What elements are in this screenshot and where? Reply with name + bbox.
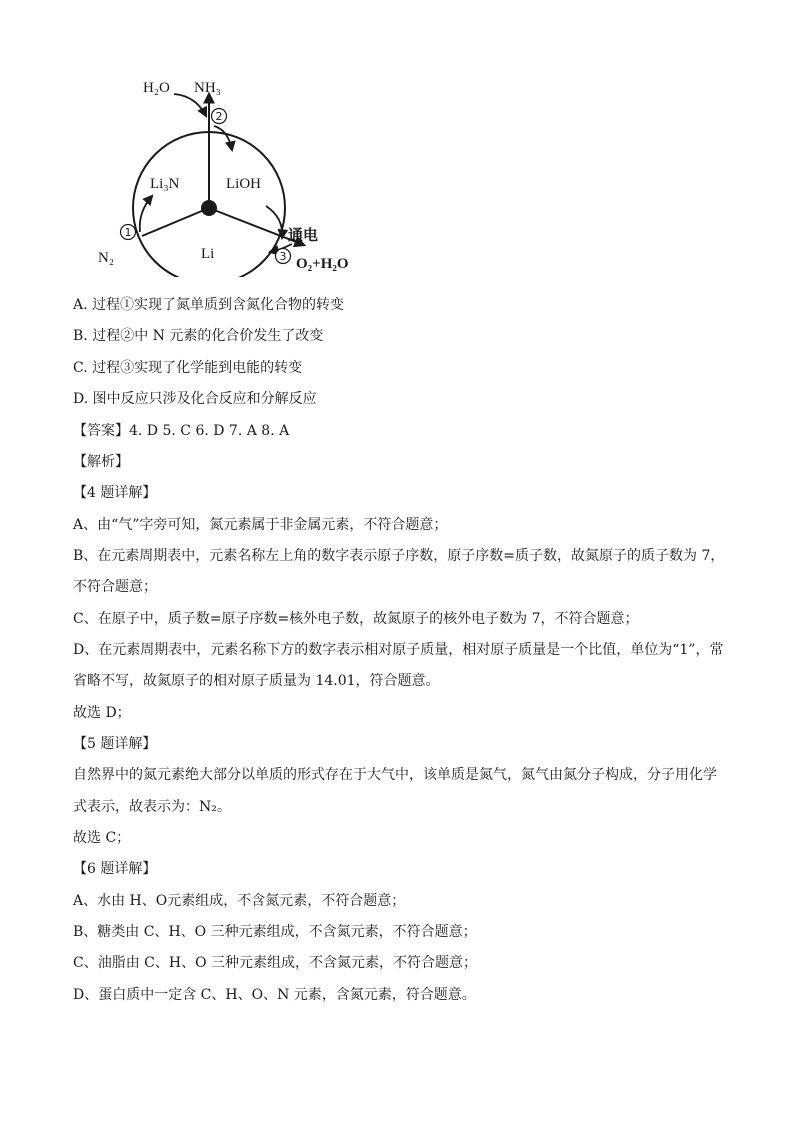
num2-text: 2 [215,110,223,123]
answer-tag: 【答案】 [73,423,129,439]
q4-d-line2: 省略不写，故氮原子的相对原子质量为 14.01，符合题意。 [73,673,440,689]
lioh-label: LiOH [226,176,261,192]
option-b: B. 过程②中 N 元素的化合价发生了改变 [73,328,324,344]
q4-b-line1: B、在元素周期表中，元素名称左上角的数字表示原子序数，原子序数=质子数，故氮原子的质子数为 7， [73,548,725,564]
q5-p1: 自然界中的氮元素绝大部分以单质的形式存在于大气中，该单质是氮气，氮气由氮分子构成，分子用化学 [73,767,717,783]
n2-label: N₂ [98,250,115,266]
q6-d: D、蛋白质中一定含 C、H、O、N 元素，含氮元素，符合题意。 [73,987,476,1003]
option-d: D. 图中反应只涉及化合反应和分解反应 [73,391,317,407]
q6-b: B、糖类由 C、H、O 三种元素组成，不含氮元素，不符合题意； [73,924,477,940]
step2-arrow [214,126,232,150]
q5-title: 【5 题详解】 [73,736,157,752]
center-dot [201,200,217,216]
li-label: Li [201,246,215,262]
divider-left [142,208,209,236]
q5-p2: 式表示，故表示为：N₂。 [73,799,231,815]
lithium-nitrogen-cycle-diagram [86,72,376,277]
option-c: C. 过程③实现了化学能到电能的转变 [73,360,303,376]
q4-title: 【4 题详解】 [73,485,157,501]
step1-arrow [140,196,152,232]
q4-a: A、由“气”字旁可知，氮元素属于非金属元素，不符合题意； [73,517,448,533]
q5-choose: 故选 C； [73,830,131,846]
electrolysis-label: 通电 [288,228,319,244]
analysis-tag: 【解析】 [73,454,129,470]
q4-choose: 故选 D； [73,705,131,721]
o2-h2o-label: O₂+H₂O [296,256,349,272]
q4-b-line2: 不符合题意； [73,579,157,595]
h2o-label: H₂O [143,80,170,96]
num3-text: 3 [279,250,287,263]
q6-c: C、油脂由 C、H、O 三种元素组成，不含氮元素，不符合题意； [73,955,478,971]
nh3-label: NH₃ [194,80,221,96]
li3n-label: Li₃N [150,176,180,192]
answer-text: 4. D 5. C 6. D 7. A 8. A [129,423,290,439]
q6-a: A、水由 H、O元素组成，不含氮元素，不符合题意； [73,893,406,909]
answer-line [73,421,289,441]
cycle-svg [86,72,376,277]
option-a: A. 过程①实现了氮单质到含氮化合物的转变 [73,297,345,313]
num1-text: 1 [124,226,132,239]
q4-d-line1: D、在元素周期表中，元素名称下方的数字表示相对原子质量，相对原子质量是一个比值，单位为“1”，常 [73,642,724,658]
q6-title: 【6 题详解】 [73,861,157,877]
h2o-in-arrow [174,94,206,116]
q4-c: C、在原子中，质子数=原子序数=核外电子数，故氮原子的核外电子数为 7，不符合题意； [73,611,639,627]
